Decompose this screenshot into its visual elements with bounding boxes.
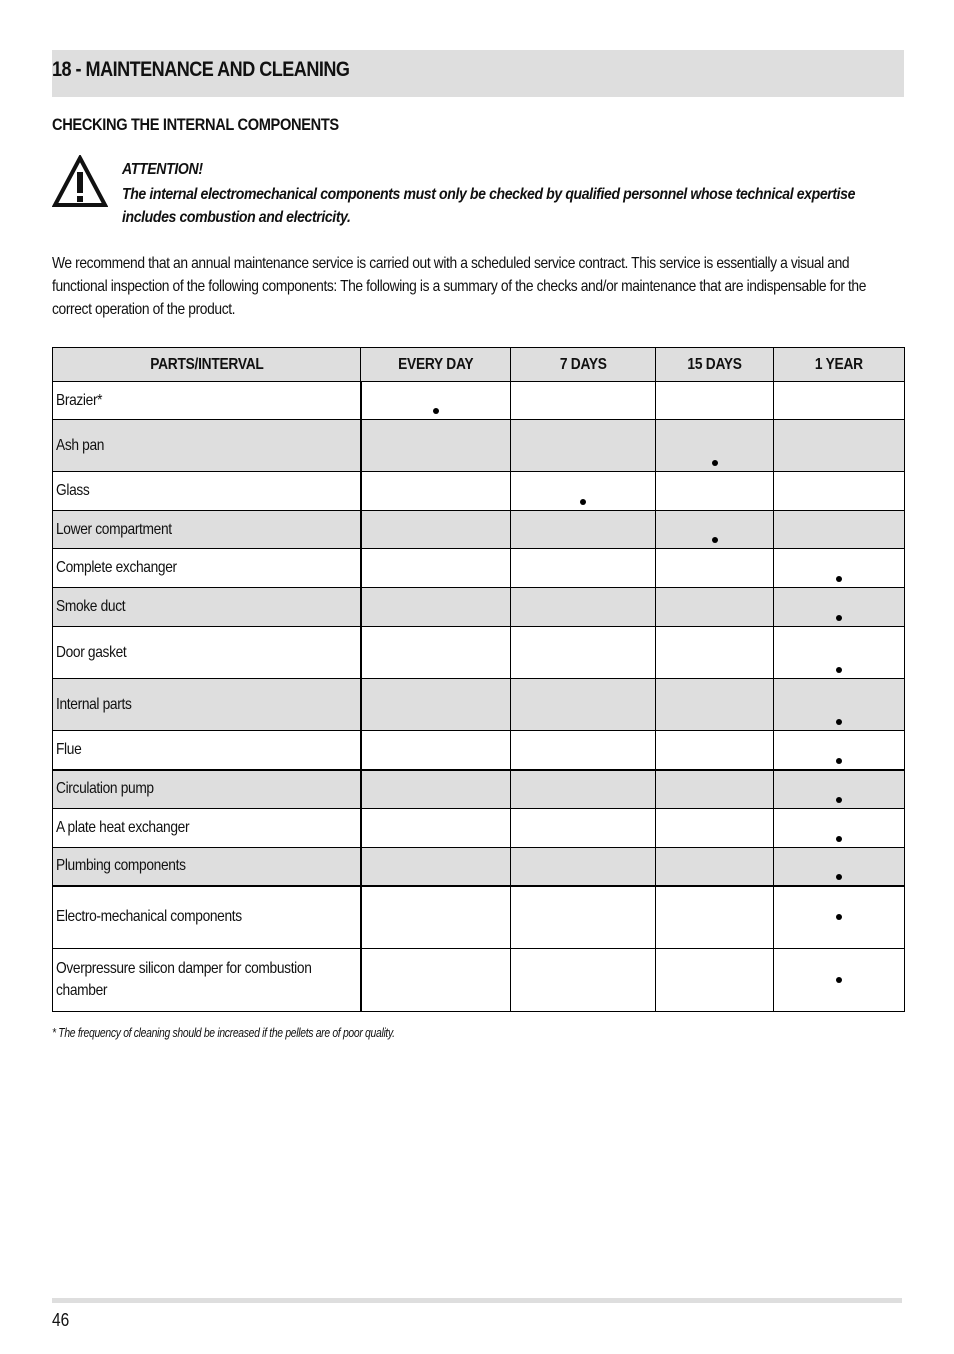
column-header: 1 YEAR (774, 348, 905, 382)
interval-cell (774, 770, 905, 809)
interval-cell (511, 731, 656, 770)
interval-cell (774, 511, 905, 549)
interval-cell (361, 886, 511, 949)
interval-cell (656, 679, 774, 731)
interval-cell (511, 382, 656, 420)
interval-cell (656, 770, 774, 809)
check-dot-icon (580, 499, 586, 505)
interval-cell (656, 886, 774, 949)
interval-cell (511, 679, 656, 731)
interval-cell (774, 949, 905, 1012)
interval-cell (774, 886, 905, 949)
part-name-cell (53, 886, 361, 949)
table-row (53, 949, 905, 1012)
table-row (53, 679, 905, 731)
table-row (53, 770, 905, 809)
interval-cell (774, 472, 905, 511)
check-dot-icon (836, 797, 842, 803)
part-name-cell (53, 949, 361, 1012)
table-row (53, 809, 905, 848)
subsection-title: CHECKING THE INTERNAL COMPONENTS (52, 115, 339, 134)
table-row (53, 588, 905, 627)
interval-cell (774, 809, 905, 848)
part-name-cell (53, 770, 361, 809)
table-row (53, 472, 905, 511)
interval-cell (361, 549, 511, 588)
table-row (53, 731, 905, 770)
table-row (53, 886, 905, 949)
interval-cell (511, 770, 656, 809)
table-row (53, 420, 905, 472)
interval-cell (361, 770, 511, 809)
interval-cell (774, 627, 905, 679)
warning-triangle-icon (52, 155, 108, 208)
part-name-cell (53, 511, 361, 549)
part-name-cell (53, 627, 361, 679)
check-dot-icon (836, 836, 842, 842)
part-name-cell (53, 588, 361, 627)
table-body (53, 382, 905, 1012)
interval-cell (361, 472, 511, 511)
part-name-cell (53, 809, 361, 848)
footnote: * The frequency of cleaning should be increased if the pellets are of poor quality. (52, 1025, 395, 1040)
table-row (53, 511, 905, 549)
interval-cell (511, 627, 656, 679)
interval-cell (656, 549, 774, 588)
interval-cell (511, 809, 656, 848)
interval-cell (774, 731, 905, 770)
interval-cell (656, 809, 774, 848)
check-dot-icon (836, 719, 842, 725)
part-name: Plumbing components (56, 857, 186, 875)
table-row (53, 549, 905, 588)
part-name: Electro-mechanical components (56, 908, 242, 926)
interval-cell (774, 679, 905, 731)
part-name: Ash pan (56, 436, 105, 454)
interval-cell (361, 420, 511, 472)
interval-cell (511, 511, 656, 549)
check-dot-icon (712, 460, 718, 466)
interval-cell (361, 848, 511, 886)
table-header-row (53, 348, 905, 382)
part-name: Smoke duct (56, 598, 126, 615)
interval-cell (656, 949, 774, 1012)
interval-cell (361, 511, 511, 549)
interval-cell (656, 511, 774, 549)
check-dot-icon (836, 977, 842, 983)
interval-cell (656, 731, 774, 770)
interval-cell (656, 588, 774, 627)
part-name-cell (53, 420, 361, 472)
intro-paragraph: We recommend that an annual maintenance service is carried out with a scheduled service contract. This service is essentially a visual and functional inspection of the following components: The following is a summary of the checks and/or maintenance that are indispensable for the correct operation of the product. (52, 255, 867, 318)
attention-heading: ATTENTION! (122, 161, 203, 178)
maintenance-table (52, 347, 905, 1012)
interval-cell (656, 627, 774, 679)
interval-cell (774, 382, 905, 420)
section-title: 18 - MAINTENANCE AND CLEANING (52, 58, 350, 81)
interval-cell (656, 848, 774, 886)
interval-cell (361, 809, 511, 848)
check-dot-icon (836, 615, 842, 621)
interval-cell (511, 949, 656, 1012)
page-number: 46 (52, 1310, 70, 1330)
attention-text: The internal electromechanical components must only be checked by qualified personnel whose technical expertise includes combustion and electricity. (122, 186, 856, 226)
interval-cell (361, 627, 511, 679)
interval-cell (361, 679, 511, 731)
check-dot-icon (836, 758, 842, 764)
part-name: Overpressure silicon damper for combustion chamber (56, 960, 312, 999)
check-dot-icon (712, 537, 718, 543)
table-row (53, 627, 905, 679)
interval-cell (511, 588, 656, 627)
interval-cell (361, 588, 511, 627)
column-header: PARTS/INTERVAL (53, 348, 361, 382)
check-dot-icon (836, 576, 842, 582)
interval-cell (511, 886, 656, 949)
interval-cell (774, 848, 905, 886)
table-row (53, 382, 905, 420)
interval-cell (511, 420, 656, 472)
check-dot-icon (433, 408, 439, 414)
part-name-cell (53, 679, 361, 731)
interval-cell (774, 588, 905, 627)
part-name: Circulation pump (56, 780, 154, 798)
part-name: Door gasket (56, 643, 127, 661)
check-dot-icon (836, 874, 842, 880)
part-name-cell (53, 549, 361, 588)
column-header: 15 DAYS (656, 348, 774, 382)
part-name: Internal parts (56, 695, 132, 713)
part-name: Glass (56, 482, 90, 499)
part-name: A plate heat exchanger (56, 819, 190, 836)
interval-cell (361, 949, 511, 1012)
interval-cell (774, 549, 905, 588)
interval-cell (511, 472, 656, 511)
part-name-cell (53, 848, 361, 886)
interval-cell (656, 472, 774, 511)
part-name: Complete exchanger (56, 559, 177, 576)
column-header: 7 DAYS (511, 348, 656, 382)
part-name-cell (53, 382, 361, 420)
interval-cell (511, 549, 656, 588)
table-row (53, 848, 905, 886)
interval-cell (656, 420, 774, 472)
part-name: Flue (56, 740, 82, 758)
interval-cell (361, 382, 511, 420)
part-name: Brazier* (56, 391, 103, 409)
part-name: Lower compartment (56, 520, 172, 538)
column-header: EVERY DAY (361, 348, 511, 382)
part-name-cell (53, 472, 361, 511)
interval-cell (656, 382, 774, 420)
check-dot-icon (836, 667, 842, 673)
interval-cell (511, 848, 656, 886)
footer-rule (52, 1298, 902, 1303)
check-dot-icon (836, 914, 842, 920)
interval-cell (774, 420, 905, 472)
interval-cell (361, 731, 511, 770)
part-name-cell (53, 731, 361, 770)
